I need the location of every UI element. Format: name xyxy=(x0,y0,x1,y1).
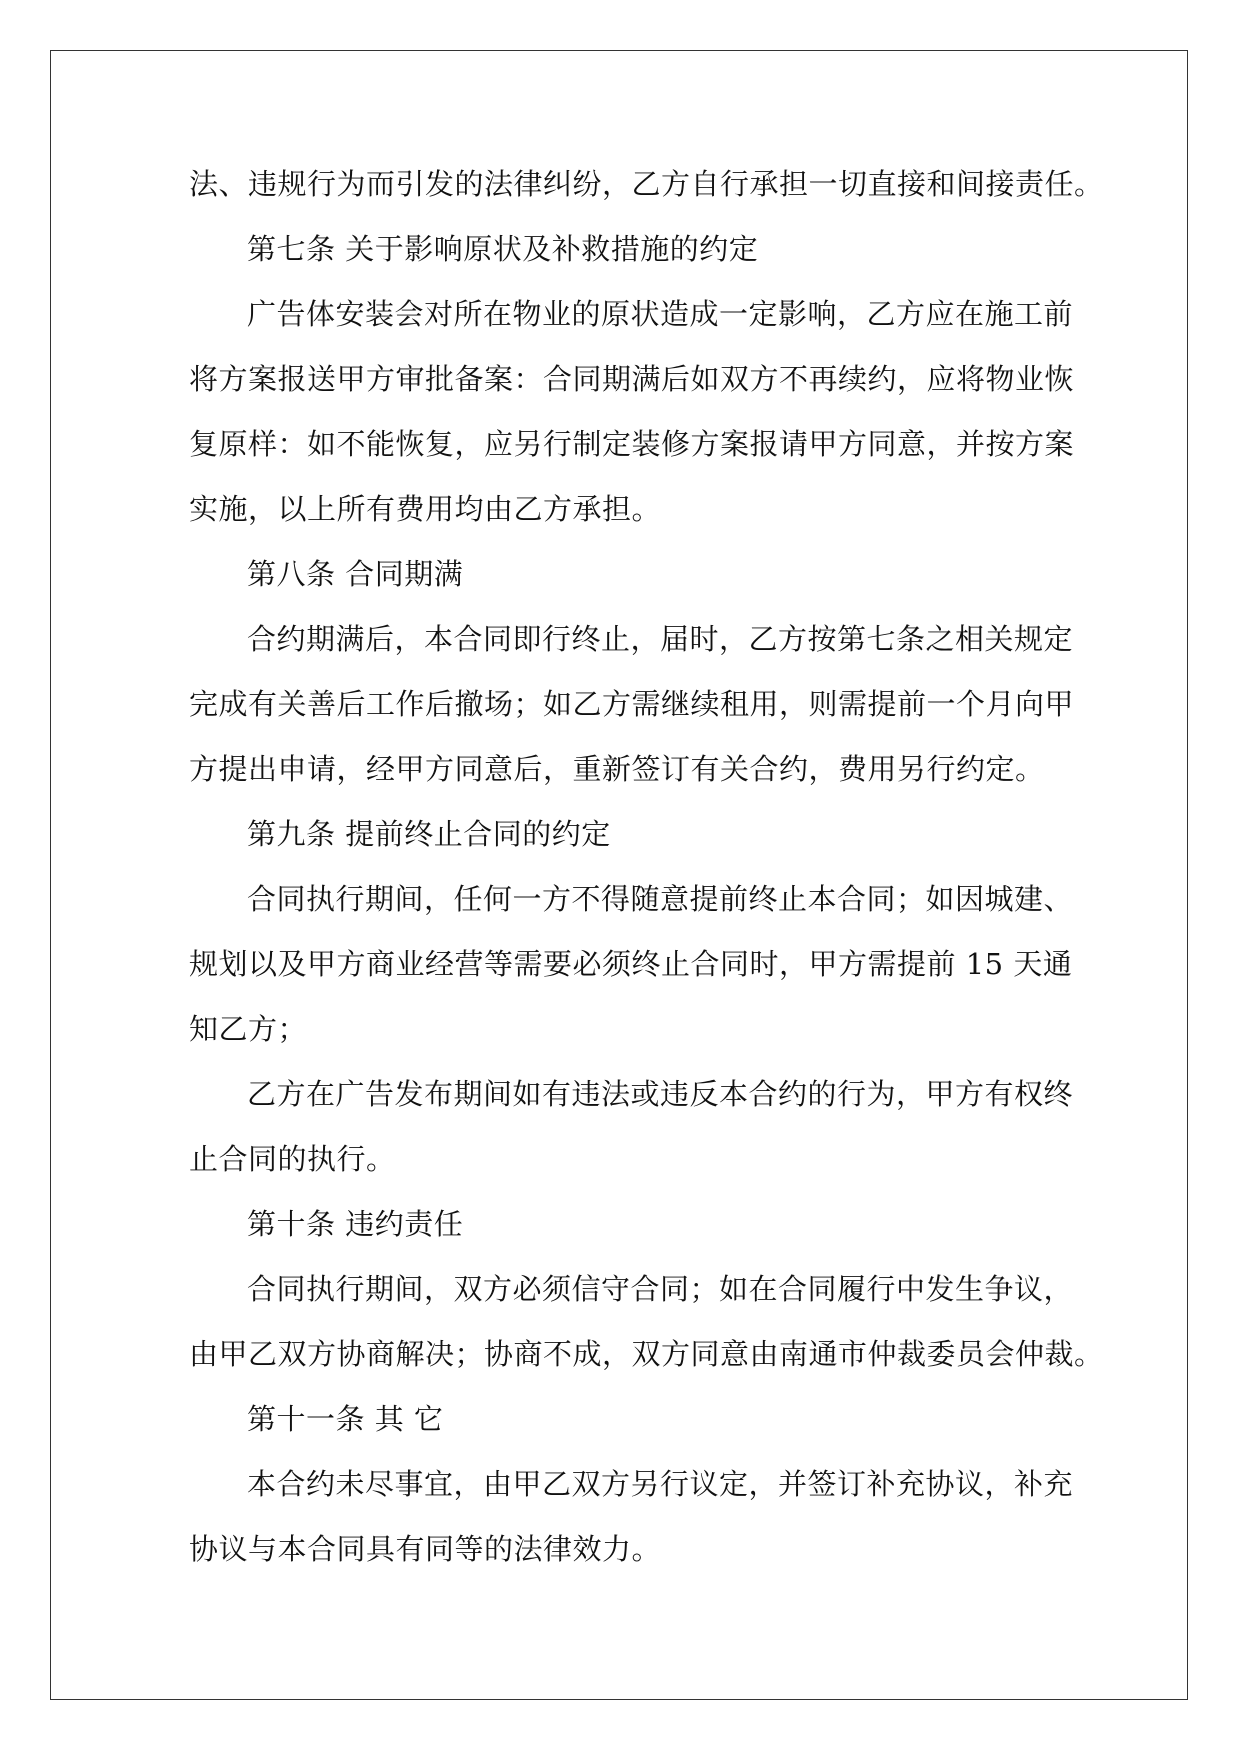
text-line: 乙方在广告发布期间如有违法或违反本合约的行为，甲方有权终 xyxy=(247,1077,1074,1111)
text-line: 合同执行期间，双方必须信守合同；如在合同履行中发生争议， xyxy=(247,1272,1074,1306)
text-line: 由甲乙双方协商解决；协商不成，双方同意由南通市仲裁委员会仲裁。 xyxy=(189,1337,1104,1371)
section-heading-8: 第八条 合同期满 xyxy=(247,557,464,591)
section-heading-11: 第十一条 其 它 xyxy=(247,1402,444,1436)
text-line: 将方案报送甲方审批备案：合同期满后如双方不再续约，应将物业恢 xyxy=(189,362,1075,396)
text-line: 规划以及甲方商业经营等需要必须终止合同时，甲方需提前 15 天通 xyxy=(189,947,1073,981)
text-line: 合约期满后，本合同即行终止，届时，乙方按第七条之相关规定 xyxy=(247,622,1074,656)
section-heading-9: 第九条 提前终止合同的约定 xyxy=(247,817,611,851)
text-line: 合同执行期间，任何一方不得随意提前终止本合同；如因城建、 xyxy=(247,882,1074,916)
text-line: 知乙方； xyxy=(189,1012,308,1046)
text-line: 法、违规行为而引发的法律纠纷，乙方自行承担一切直接和间接责任。 xyxy=(189,167,1104,201)
text-line: 复原样：如不能恢复，应另行制定装修方案报请甲方同意，并按方案 xyxy=(189,427,1075,461)
text-line: 实施，以上所有费用均由乙方承担。 xyxy=(189,492,662,526)
text-line: 本合约未尽事宜，由甲乙双方另行议定，并签订补充协议，补充 xyxy=(247,1467,1074,1501)
section-heading-7: 第七条 关于影响原状及补救措施的约定 xyxy=(247,232,759,266)
text-line: 止合同的执行。 xyxy=(189,1142,396,1176)
text-line: 方提出申请，经甲方同意后，重新签订有关合约，费用另行约定。 xyxy=(189,752,1045,786)
section-heading-10: 第十条 违约责任 xyxy=(247,1207,464,1241)
document-body xyxy=(189,156,1104,1586)
text-line: 协议与本合同具有同等的法律效力。 xyxy=(189,1532,662,1566)
text-line: 广告体安装会对所在物业的原状造成一定影响，乙方应在施工前 xyxy=(247,297,1074,331)
text-line: 完成有关善后工作后撤场；如乙方需继续租用，则需提前一个月向甲 xyxy=(189,687,1075,721)
